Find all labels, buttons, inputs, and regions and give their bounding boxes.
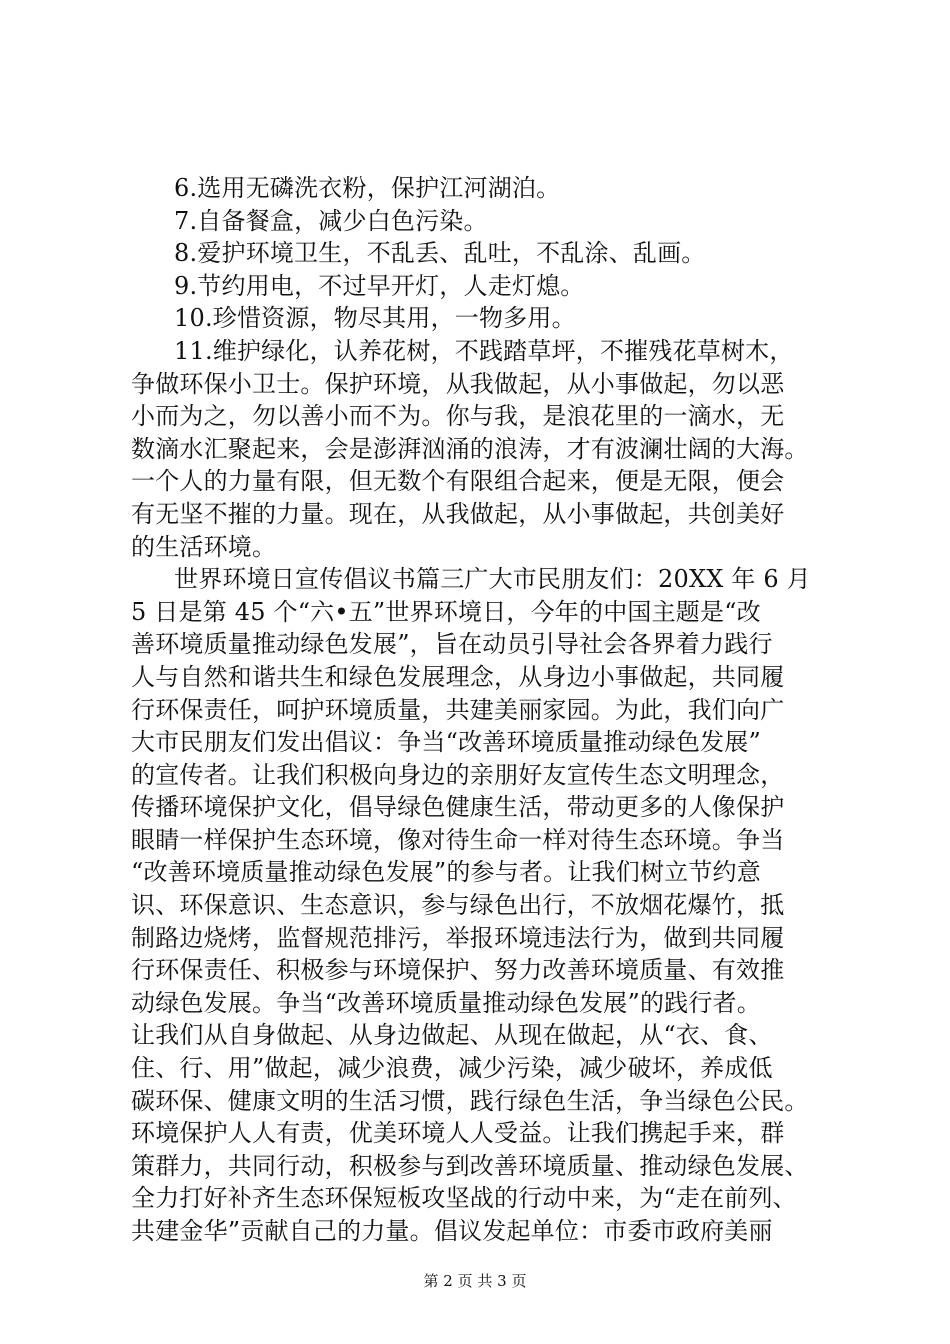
paragraph-line: 的宣传者。让我们积极向身边的亲朋好友宣传生态文明理念， <box>131 760 785 789</box>
paragraph-item-11 <box>131 335 831 563</box>
list-item-8: 8.爱护环境卫生，不乱丢、乱吐，不乱涂、乱画。 <box>174 239 706 268</box>
list-item-7: 7.自备餐盒，减少白色污染。 <box>174 206 488 235</box>
list-item-10: 10.珍惜资源，物尽其用，一物多用。 <box>174 304 576 333</box>
page-footer: 第 2 页 共 3 页 <box>423 1272 527 1290</box>
paragraph-line: 5 日是第 45 个“六•五”世界环境日，今年的中国主题是“改 <box>131 597 761 626</box>
document-body <box>131 172 831 1248</box>
paragraph-line: 争做环保小卫士。保护环境，从我做起，从小事做起，勿以恶 <box>131 369 785 398</box>
paragraph-line: 制路边烧烤，监督规范排污，举报环境违法行为，做到共同履 <box>131 923 785 952</box>
paragraph-line: 策群力，共同行动，积极参与到改善环境质量、推动绿色发展、 <box>131 1151 809 1180</box>
paragraph-line: 行环保责任、积极参与环境保护、努力改善环境质量、有效推 <box>131 956 785 985</box>
paragraph-line: 碳环保、健康文明的生活习惯，践行绿色生活，争当绿色公民。 <box>131 1086 809 1115</box>
list-item-9: 9.节约用电，不过早开灯，人走灯熄。 <box>174 271 585 300</box>
paragraph-line: “改善环境质量推动绿色发展”的参与者。让我们树立节约意 <box>131 858 761 887</box>
paragraph-line: 大市民朋友们发出倡议：争当“改善环境质量推动绿色发展” <box>131 728 761 757</box>
paragraph-line: 有无坚不摧的力量。现在，从我做起，从小事做起，共创美好 <box>131 499 785 528</box>
paragraph-line: 传播环境保护文化，倡导绿色健康生活，带动更多的人像保护 <box>131 793 785 822</box>
paragraph-line: 眼睛一样保护生态环境，像对待生命一样对待生态环境。争当 <box>131 825 785 854</box>
paragraph-line: 人与自然和谐共生和绿色发展理念，从身边小事做起，共同履 <box>131 662 785 691</box>
paragraph-line: 数滴水汇聚起来，会是澎湃汹涌的浪涛，才有波澜壮阔的大海。 <box>131 434 809 463</box>
paragraph-line: 共建金华”贡献自己的力量。倡议发起单位：市委市政府美丽 <box>131 1217 773 1245</box>
paragraph-line: 住、行、用”做起，减少浪费，减少污染，减少破坏，养成低 <box>131 1054 773 1083</box>
paragraph-line: 的生活环境。 <box>131 532 277 561</box>
paragraph-line: 全力打好补齐生态环保短板攻坚战的行动中来，为“走在前列、 <box>131 1184 797 1213</box>
paragraph-line: 行环保责任，呵护环境质量，共建美丽家园。为此，我们向广 <box>131 695 785 724</box>
list-item-6: 6.选用无磷洗衣粉，保护江河湖泊。 <box>174 174 561 202</box>
paragraph-line: 11.维护绿化，认养花树，不践踏草坪，不摧残花草树木， <box>174 336 794 365</box>
paragraph-line: 环境保护人人有责，优美环境人人受益。让我们携起手来，群 <box>131 1119 785 1148</box>
paragraph-line: 识、环保意识、生态意识，参与绿色出行，不放烟花爆竹，抵 <box>131 891 785 920</box>
paragraph-line: 善环境质量推动绿色发展”，旨在动员引导社会各界着力践行 <box>131 630 773 659</box>
paragraph-line: 世界环境日宣传倡议书篇三广大市民朋友们：20XX 年 6 月 <box>174 565 811 594</box>
paragraph-line: 小而为之，勿以善小而不为。你与我，是浪花里的一滴水，无 <box>131 402 785 431</box>
paragraph-line: 动绿色发展。争当“改善环境质量推动绿色发展”的践行者。 <box>131 988 761 1017</box>
paragraph-line: 一个人的力量有限，但无数个有限组合起来，便是无限，便会 <box>131 467 785 496</box>
paragraph-line: 让我们从自身做起、从身边做起、从现在做起，从“衣、食、 <box>131 1021 773 1050</box>
paragraph-section-3 <box>131 563 831 1247</box>
